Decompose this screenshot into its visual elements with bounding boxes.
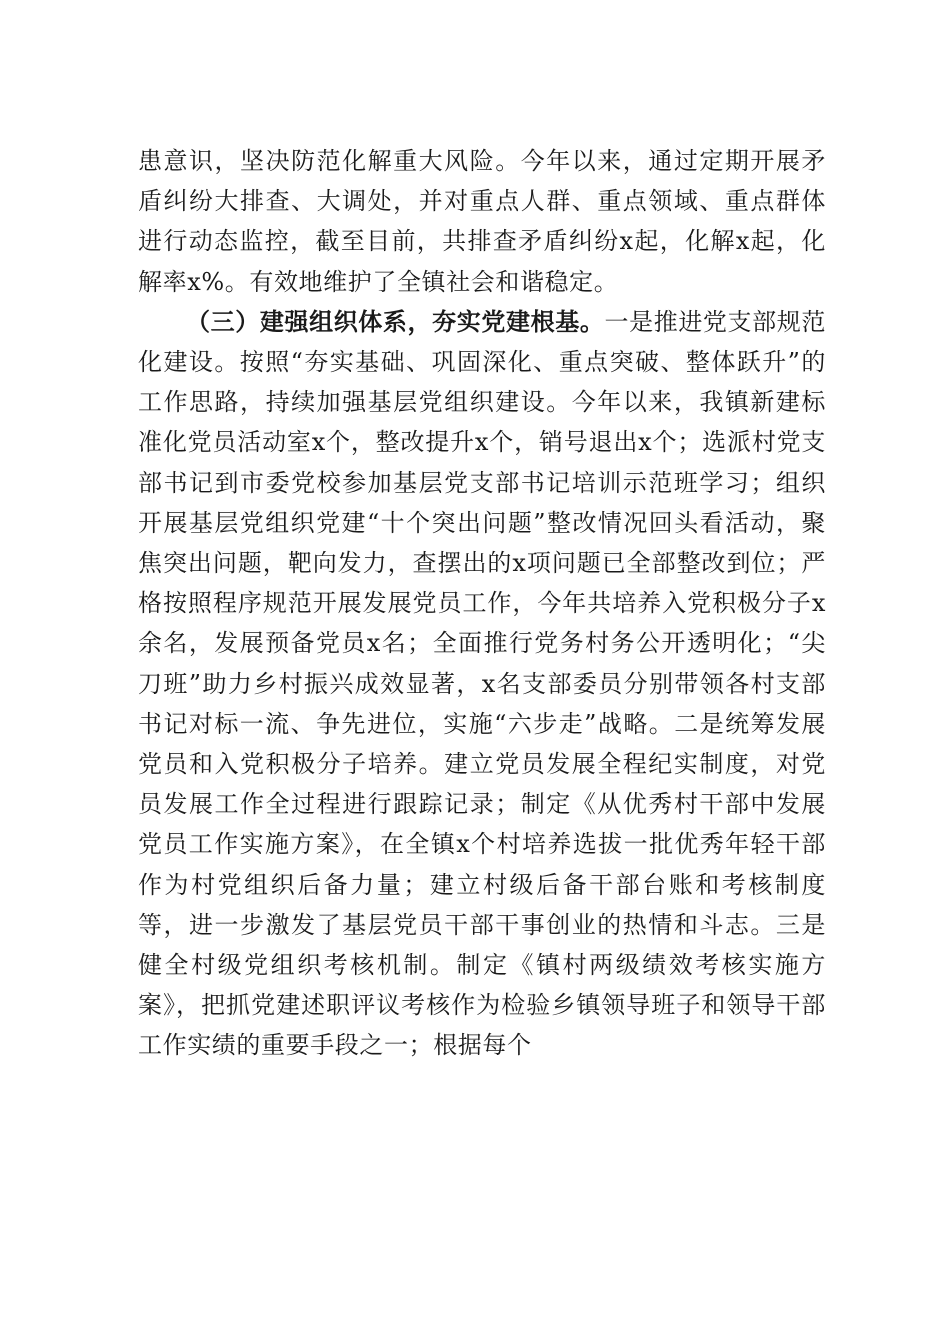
section-body-text: 一是推进党支部规范化建设。按照“夯实基础、巩固深化、重点突破、整体跃升”的工作思路，持续加强基层党组织建设。今年以来，我镇新建标准化党员活动室x个，整改提升x个，销号退出x个；选派村党支部书记到市委党校参加基层党支部书记培训示范班学习；组织开展基层党组织党建“十个突出问题”整改情况回头看活动，聚焦突出问题，靶向发力，查摆出的x项问题已全部整改到位；严格按照程序规范开展发展党员工作，今年共培养入党积极分子x余名，发展预备党员x名；全面推行党务村务公开透明化；“尖刀班”助力乡村振兴成效显著，x名支部委员分别带领各村支部书记对标一流、争先进位，实施“六步走”战略。二是统筹发展党员和入党积极分子培养。建立党员发展全程纪实制度，对党员发展工作全过程进行跟踪记录；制定《从优秀村干部中发展党员工作实施方案》，在全镇x个村培养选拔一批优秀年轻干部作为村党组织后备力量；建立村级后备干部台账和考核制度等，进一步激发了基层党员干部干事创业的热情和斗志。三是健全村级党组织考核机制。制定《镇村两级绩效考核实施方案》，把抓党建述职评议考核作为检验乡镇领导班子和领导干部工作实绩的重要手段之一；根据每个: [138, 307, 826, 1060]
paragraph-section-3: [138, 302, 826, 1066]
paragraph-continuation: 患意识，坚决防范化解重大风险。今年以来，通过定期开展矛盾纠纷大排查、大调处，并对重点人群、重点领域、重点群体进行动态监控，截至目前，共排查矛盾纠纷x起，化解x起，化解率x%。有效地维护了全镇社会和谐稳定。: [138, 147, 826, 296]
section-heading: （三）建强组织体系，夯实党建根基。: [186, 306, 605, 336]
document-body: [138, 141, 826, 1066]
